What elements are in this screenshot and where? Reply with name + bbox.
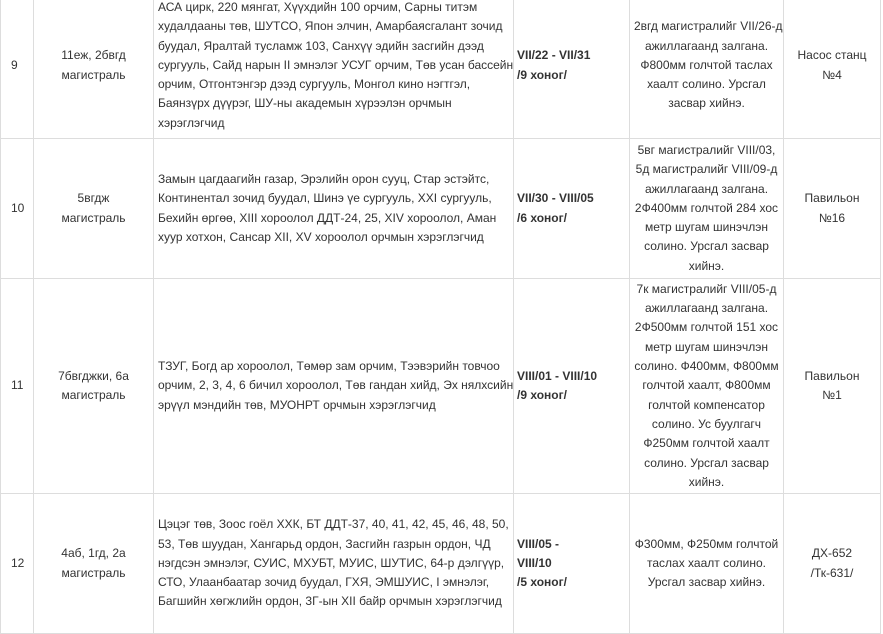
affected-area-line: АСА цирк, 220 мянгат, Хүүхдийн 100 орчим, Сарны титэм <box>158 0 478 14</box>
affected-area-line: Багшийн хөгжлийн ордон, 3Г-ын XII байр орчмын хэрэглэгчид <box>158 594 502 609</box>
repair-work-line: метр шугам шинэчлэн <box>644 220 769 235</box>
station-cell <box>784 0 881 139</box>
station-line: №16 <box>818 210 846 225</box>
affected-area-line: нэгдсэн эмнэлэг, СУИС, МХУБТ, МУИС, ШУТИС, 64-р дэлгүүр, <box>158 555 505 570</box>
table-row <box>1 279 881 494</box>
affected-area-line: сургууль, Сайд нарын II эмнэлэг УСУГ орчим, Төв усан бассейн <box>158 57 514 72</box>
row-number-cell: 10 <box>1 139 34 279</box>
repair-work-line: 2Ф500мм голчтой 151 хос <box>634 320 779 335</box>
pipeline-name-cell <box>34 494 154 634</box>
pipeline-name-line: магистраль <box>61 565 126 580</box>
station-line: Павильон <box>804 368 860 383</box>
repair-work-line: голчтой компенсатор <box>648 397 765 412</box>
pipeline-name-line: 5вгдж <box>77 191 110 206</box>
affected-area-line: ТЗУГ, Богд ар хороолол, Төмөр зам орчим, Тээвэрийн товчоо <box>158 359 500 374</box>
repair-work-line: метр шугам шинэчлэн <box>644 339 769 354</box>
row-number-cell: 11 <box>1 279 34 494</box>
affected-area-line: хуур хотхон, Сансар XII, XV хороолол орчмын хэрэглэгчид <box>158 229 484 244</box>
affected-area-line: 53, Төв шуудан, Хангарьд ордон, Засгийн газрын ордон, ЧД <box>158 536 491 551</box>
outage-period-line: VIII/05 - <box>517 536 560 551</box>
repair-work-line: Ф250мм голчтой хаалт <box>643 436 770 451</box>
repair-work-cell <box>630 0 784 139</box>
station-cell <box>784 279 881 494</box>
affected-area-line: Континентал зочид буудал, Шинэ үе сургууль, XXI сургууль, <box>158 191 492 206</box>
affected-area-cell <box>154 279 514 494</box>
affected-area-line: Бехийн өргөө, XIII хороолол ДДТ-24, 25, XIV хороолол, Аман <box>158 210 497 225</box>
outage-period-cell <box>514 494 630 634</box>
repair-work-cell <box>630 139 784 279</box>
pipeline-name-line: магистраль <box>61 388 126 402</box>
pipeline-name-cell <box>34 279 154 494</box>
affected-area-cell <box>154 139 514 279</box>
repair-work-line: таслах хаалт солино. <box>647 555 766 570</box>
station-line: ДХ-652 <box>811 546 853 561</box>
affected-area-line: Замын цагдаагийн газар, Эрэлийн орон сууц, Стар эстэйтс, <box>158 171 490 186</box>
pipeline-name-cell <box>34 0 154 139</box>
pipeline-name-line: 7бвгджки, 6а <box>58 368 129 383</box>
row-number-cell: 12 <box>1 494 34 634</box>
repair-work-line: голчтой хаалт, Ф800мм <box>642 378 771 393</box>
pipeline-name-cell <box>34 139 154 279</box>
affected-area-line: хэрэглэгчид <box>158 115 225 130</box>
station-line: /Тк-631/ <box>810 565 854 580</box>
affected-area-line: Баянзүрх дүүрэг, ШУ-ны академын хүрээлэн орчмын <box>158 96 452 111</box>
repair-work-line: ажиллагаанд залгана. <box>644 38 769 53</box>
outage-period-line: /9 хоног/ <box>517 67 567 82</box>
repair-work-line: Ф300мм, Ф250мм голчтой <box>634 536 779 551</box>
row-number-cell: 9 <box>1 0 34 139</box>
affected-area-line: худалдааны төв, ШУТСО, Япон элчин, Амарбаясгалант зочид <box>158 19 503 34</box>
repair-work-cell <box>630 279 784 494</box>
outage-period-line: VII/22 - VII/31 <box>517 48 591 63</box>
repair-work-line: 5вг магистралийг VIII/03, <box>637 142 776 157</box>
repair-work-line: Ф800мм голчтой таслах <box>640 57 773 72</box>
table-body <box>1 0 881 634</box>
repair-work-line: солино. Урсгал засвар <box>644 239 769 254</box>
affected-area-line: эрүүл мэндийн төв, МУОНРТ орчмын хэрэглэгчид <box>158 397 436 412</box>
station-cell <box>784 494 881 634</box>
station-cell <box>784 139 881 279</box>
outage-period-line: VIII/10 <box>517 555 552 570</box>
repair-work-line: хаалт солино. Урсгал <box>647 77 766 92</box>
outage-period-line: /9 хоног/ <box>517 388 567 402</box>
repair-work-line: 5д магистралийг VIII/09-д <box>635 162 778 177</box>
repair-work-cell <box>630 494 784 634</box>
pipeline-name-line: магистраль <box>61 210 126 225</box>
affected-area-line: орчим, 2, 3, 4, 6 бичил хороолол, Төв гандан хийд, Эх нялхсийн <box>158 378 514 393</box>
pipeline-name-line: 11еж, 2бвгд <box>61 48 126 63</box>
station-line: №4 <box>822 67 842 82</box>
repair-work-line: хийнэ. <box>688 474 725 489</box>
repair-work-line: ажиллагаанд залгана. <box>644 301 769 316</box>
repair-work-line: засвар хийнэ. <box>668 96 745 111</box>
repair-work-line: 2вгд магистралийг VII/26-д <box>634 19 783 34</box>
outage-period-line: /6 хоног/ <box>517 210 567 225</box>
repair-work-line: ажиллагаанд залгана. <box>644 181 769 196</box>
repair-work-line: солино. Урсгал засвар <box>644 455 769 470</box>
repair-work-line: хийнэ. <box>688 258 725 273</box>
table-row <box>1 0 881 139</box>
repair-work-line: солино. Ф400мм, Ф800мм <box>634 359 779 374</box>
affected-area-line: буудал, Яралтай тусламж 103, Санхүү эдийн засгийн дээд <box>158 38 484 53</box>
outage-period-line: /5 хоног/ <box>517 575 567 590</box>
table-row <box>1 494 881 634</box>
affected-area-cell <box>154 0 514 139</box>
table-row <box>1 139 881 279</box>
outage-period-line: VIII/01 - VIII/10 <box>517 368 598 383</box>
outage-period-cell <box>514 0 630 139</box>
outage-period-line: VII/30 - VIII/05 <box>517 191 594 206</box>
outage-period-cell <box>514 279 630 494</box>
affected-area-cell <box>154 494 514 634</box>
outage-period-cell <box>514 139 630 279</box>
repair-work-line: Урсгал засвар хийнэ. <box>647 575 766 590</box>
affected-area-line: Цэцэг төв, Зоос гоёл ХХК, БТ ДДТ-37, 40, 41, 42, 45, 46, 48, 50, <box>158 517 509 532</box>
station-line: Павильон <box>804 191 860 206</box>
pipeline-name-line: магистраль <box>61 67 126 82</box>
pipeline-name-line: 4аб, 1гд, 2а <box>61 546 126 561</box>
repair-work-line: солино. Ус буулгагч <box>651 416 762 431</box>
repair-work-line: 2Ф400мм голчтой 284 хос <box>634 200 779 215</box>
station-line: №1 <box>822 388 842 402</box>
station-line: Насос станц <box>797 48 867 63</box>
affected-area-line: орчим, Отгонтэнгэр дээд сургууль, Монгол кино нэгтгэл, <box>158 77 471 92</box>
affected-area-line: СТО, Улаанбаатар зочид буудал, ГХЯ, ЭМШУИС, I эмнэлэг, <box>158 575 490 590</box>
repair-work-line: 7к магистралийг VIII/05-д <box>636 281 777 296</box>
